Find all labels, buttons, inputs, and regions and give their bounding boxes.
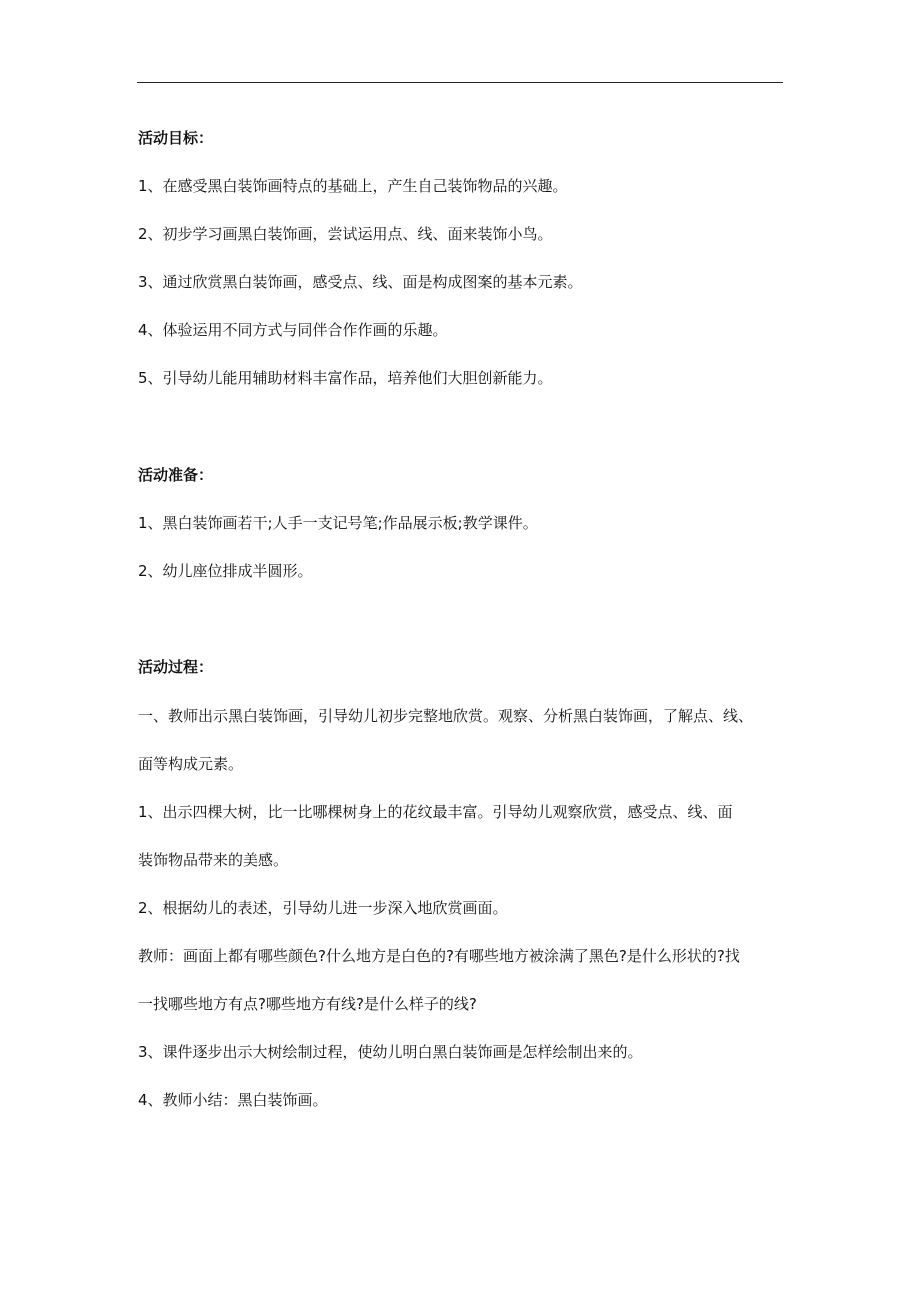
process-paragraph-line: 装饰物品带来的美感。 — [138, 851, 289, 869]
process-paragraph-line: 3、课件逐步出示大树绘制过程，使幼儿明白黑白装饰画是怎样绘制出来的。 — [138, 1043, 643, 1061]
preparation-item-1: 1、黑白装饰画若干;人手一支记号笔;作品展示板;教学课件。 — [138, 514, 538, 532]
process-paragraph-line: 一、教师出示黑白装饰画，引导幼儿初步完整地欣赏。观察、分析黑白装饰画，了解点、线、 — [138, 707, 754, 725]
header-rule — [137, 82, 783, 83]
process-paragraph-line: 一找哪些地方有点?哪些地方有线?是什么样子的线? — [138, 995, 477, 1013]
section-heading-process: 活动过程： — [138, 658, 214, 676]
process-paragraph-line: 4、教师小结：黑白装饰画。 — [138, 1091, 328, 1109]
process-paragraph-line: 2、根据幼儿的表述，引导幼儿进一步深入地欣赏画面。 — [138, 899, 508, 917]
section-heading-preparation: 活动准备： — [138, 466, 214, 484]
process-paragraph-line: 1、出示四棵大树，比一比哪棵树身上的花纹最丰富。引导幼儿观察欣赏，感受点、线、面 — [138, 803, 733, 821]
goal-item-1: 1、在感受黑白装饰画特点的基础上，产生自己装饰物品的兴趣。 — [138, 177, 568, 195]
process-paragraph-line: 教师：画面上都有哪些颜色?什么地方是白色的?有哪些地方被涂满了黑色?是什么形状的?找 — [138, 947, 740, 965]
goal-item-5: 5、引导幼儿能用辅助材料丰富作品，培养他们大胆创新能力。 — [138, 369, 553, 387]
goal-item-4: 4、体验运用不同方式与同伴合作作画的乐趣。 — [138, 321, 448, 339]
section-heading-goals: 活动目标： — [138, 129, 214, 147]
goal-item-2: 2、初步学习画黑白装饰画，尝试运用点、线、面来装饰小鸟。 — [138, 225, 553, 243]
goal-item-3: 3、通过欣赏黑白装饰画，感受点、线、面是构成图案的基本元素。 — [138, 273, 583, 291]
process-paragraph-line: 面等构成元素。 — [138, 755, 244, 773]
preparation-item-2: 2、幼儿座位排成半圆形。 — [138, 562, 313, 580]
